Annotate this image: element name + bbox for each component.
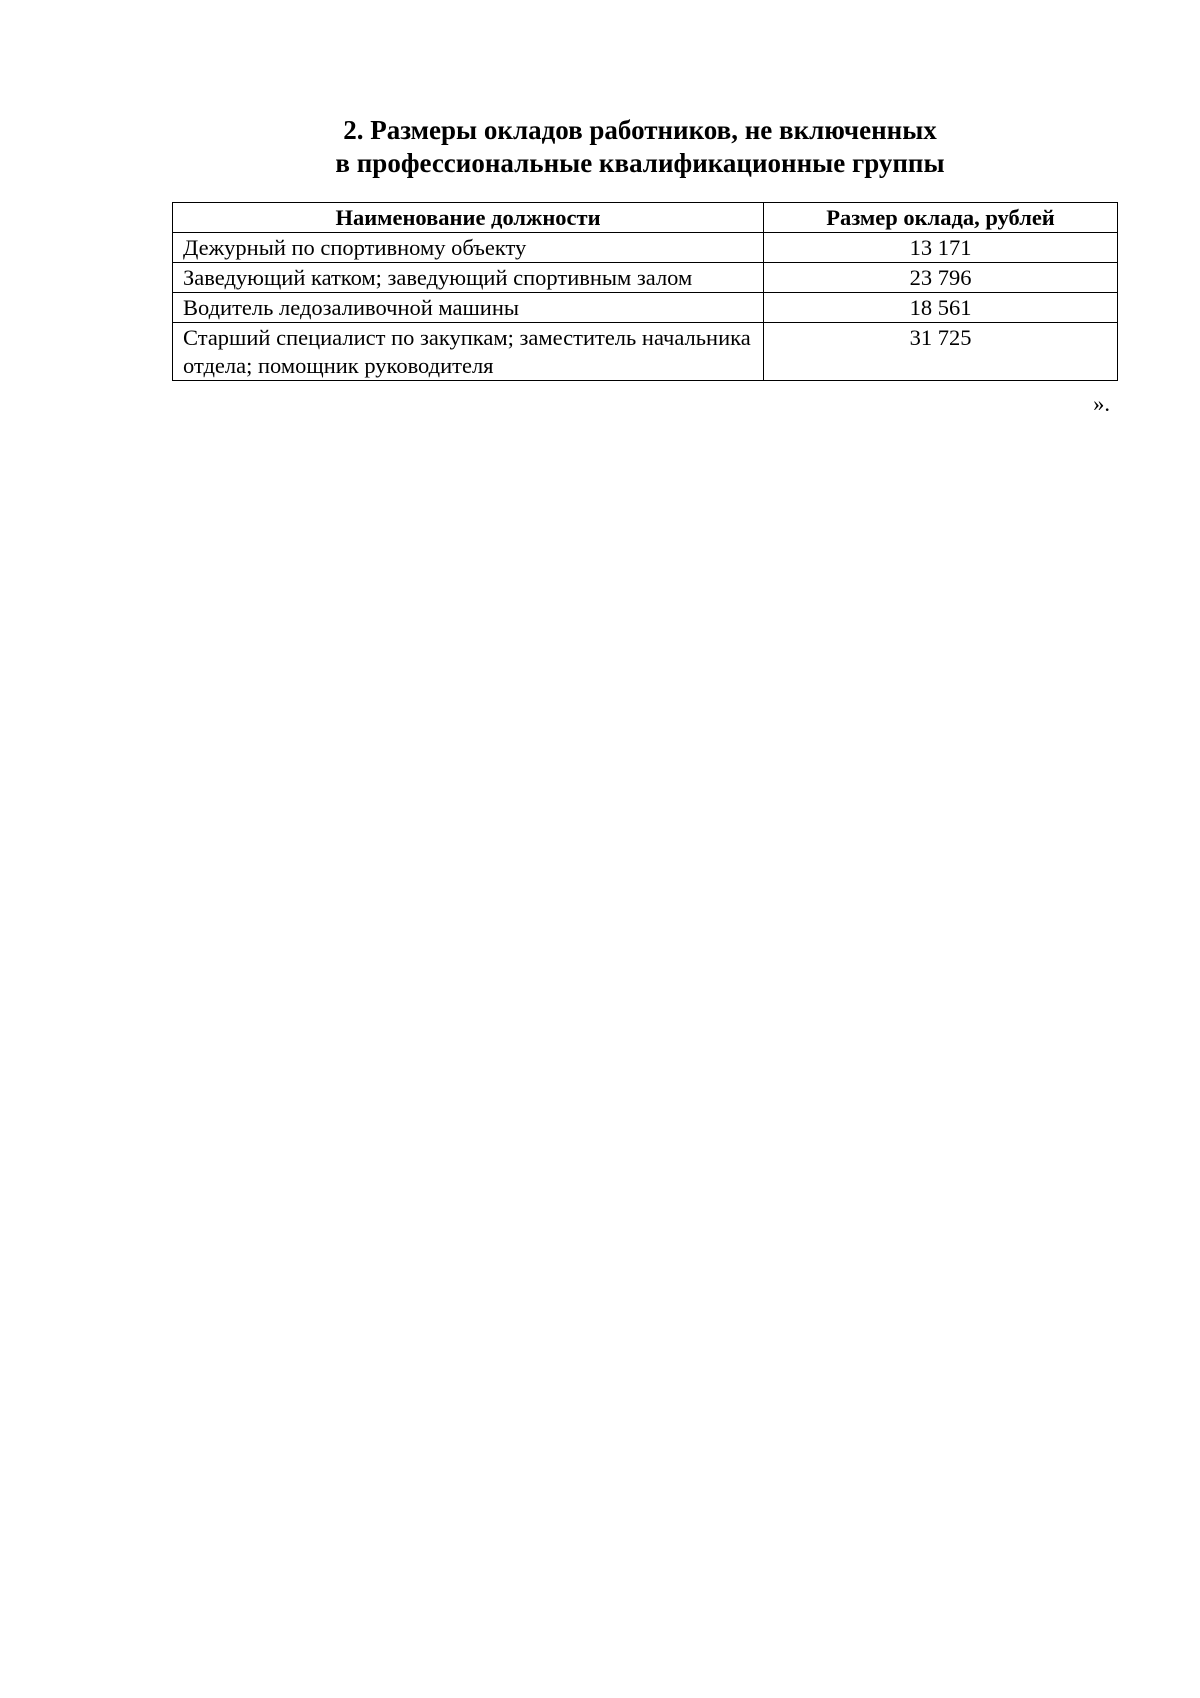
salary-amount-cell: 13 171 xyxy=(764,233,1118,263)
table-row xyxy=(173,293,1118,323)
salary-amount-cell: 23 796 xyxy=(764,263,1118,293)
salary-amount-cell: 31 725 xyxy=(764,323,1118,381)
column-header-salary: Размер оклада, рублей xyxy=(764,203,1118,233)
closing-quote-mark: ». xyxy=(1093,391,1110,416)
section-heading xyxy=(160,114,1120,180)
position-name-cell: Старший специалист по закупкам; заместитель начальника отдела; помощник руководителя xyxy=(173,323,764,381)
column-header-position: Наименование должности xyxy=(173,203,764,233)
table-header-row xyxy=(173,203,1118,233)
table-row xyxy=(173,233,1118,263)
table-row xyxy=(173,263,1118,293)
position-name-cell: Водитель ледозаливочной машины xyxy=(173,293,764,323)
table-row xyxy=(173,323,1118,381)
salary-table xyxy=(172,202,1118,381)
heading-line-1: 2. Размеры окладов работников, не включенных xyxy=(343,115,937,145)
heading-line-2: в профессиональные квалификационные группы xyxy=(335,148,945,178)
salary-amount-cell: 18 561 xyxy=(764,293,1118,323)
position-name-cell: Дежурный по спортивному объекту xyxy=(173,233,764,263)
position-name-cell: Заведующий катком; заведующий спортивным залом xyxy=(173,263,764,293)
